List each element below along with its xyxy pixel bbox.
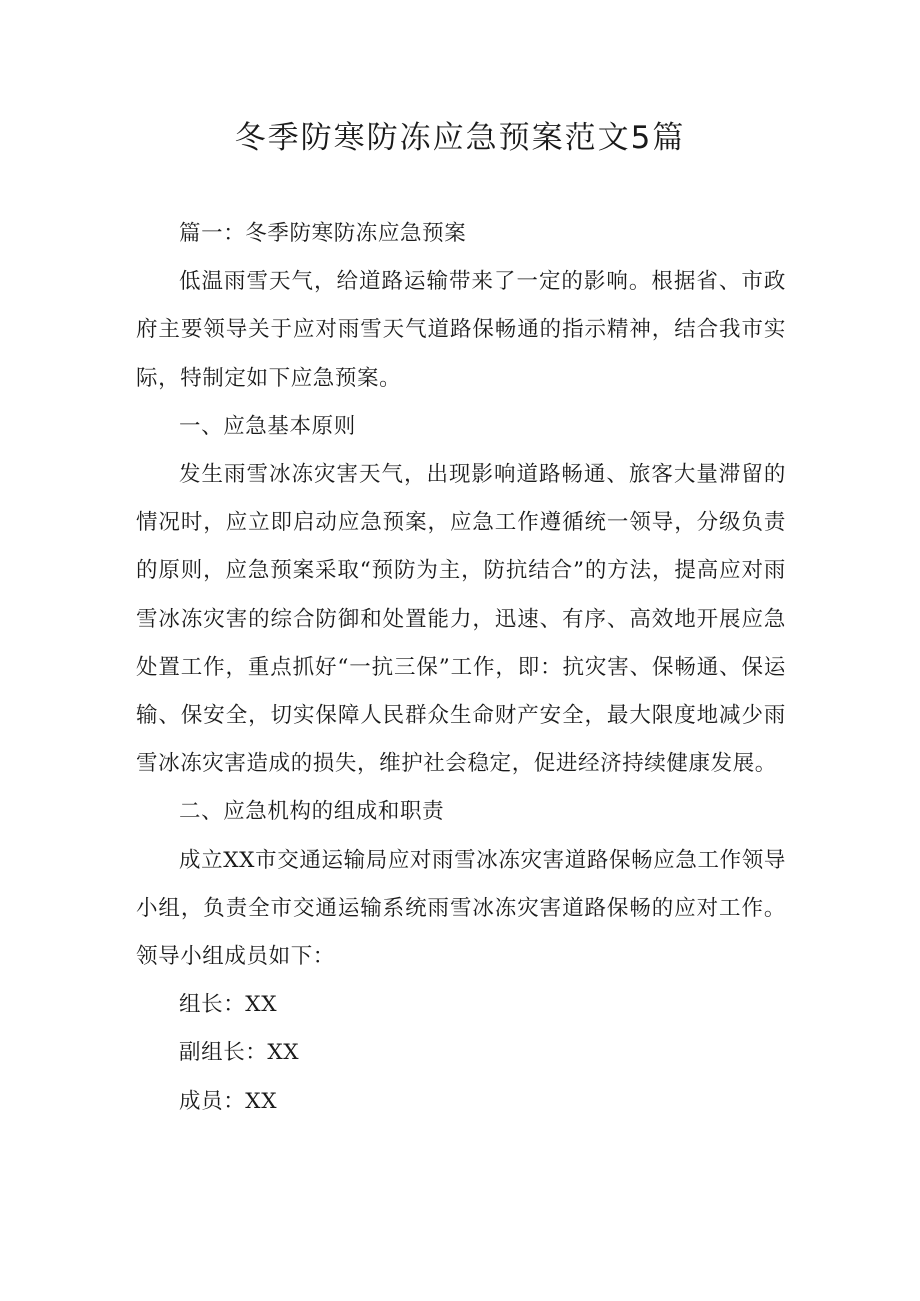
member-line: 副组长：XX [179,1040,300,1066]
body-paragraph: 成立XX市交通运输局应对雨雪冰冻灾害道路保畅应急工作领导小组，负责全市交通运输系统雨雪冰冻灾害道路保畅的应对工作。领导小组成员如下： [136,847,786,970]
section-heading: 二、应急机构的组成和职责 [179,799,445,825]
document-title: 冬季防寒防冻应急预案范文5篇 [234,120,686,156]
section-heading: 篇一：冬季防寒防冻应急预案 [179,221,467,246]
section-heading: 一、应急基本原则 [179,413,356,439]
member-line: 成员：XX [179,1088,278,1114]
body-paragraph: 低温雨雪天气，给道路运输带来了一定的影响。根据省、市政府主要领导关于应对雨雪天气道路保畅通的指示精神，结合我市实际，特制定如下应急预案。 [136,269,786,391]
body-paragraph: 发生雨雪冰冻灾害天气，出现影响道路畅通、旅客大量滞留的情况时，应立即启动应急预案，应急工作遵循统一领导，分级负责的原则，应急预案采取“预防为主，防抗结合”的方法，提高应对雨雪冰冻灾害的综合防御和处置能力，迅速、有序、高效地开展应急处置工作，重点抓好“一抗三保”工作，即：抗灾害、保畅通、保运输、保安全，切实保障人民群众生命财产安全，最大限度地减少雨雪冰冻灾害造成的损失，维护社会稳定，促进经济持续健康发展。 [136,462,786,777]
document-body [136,210,786,1126]
member-line: 组长：XX [179,992,278,1018]
